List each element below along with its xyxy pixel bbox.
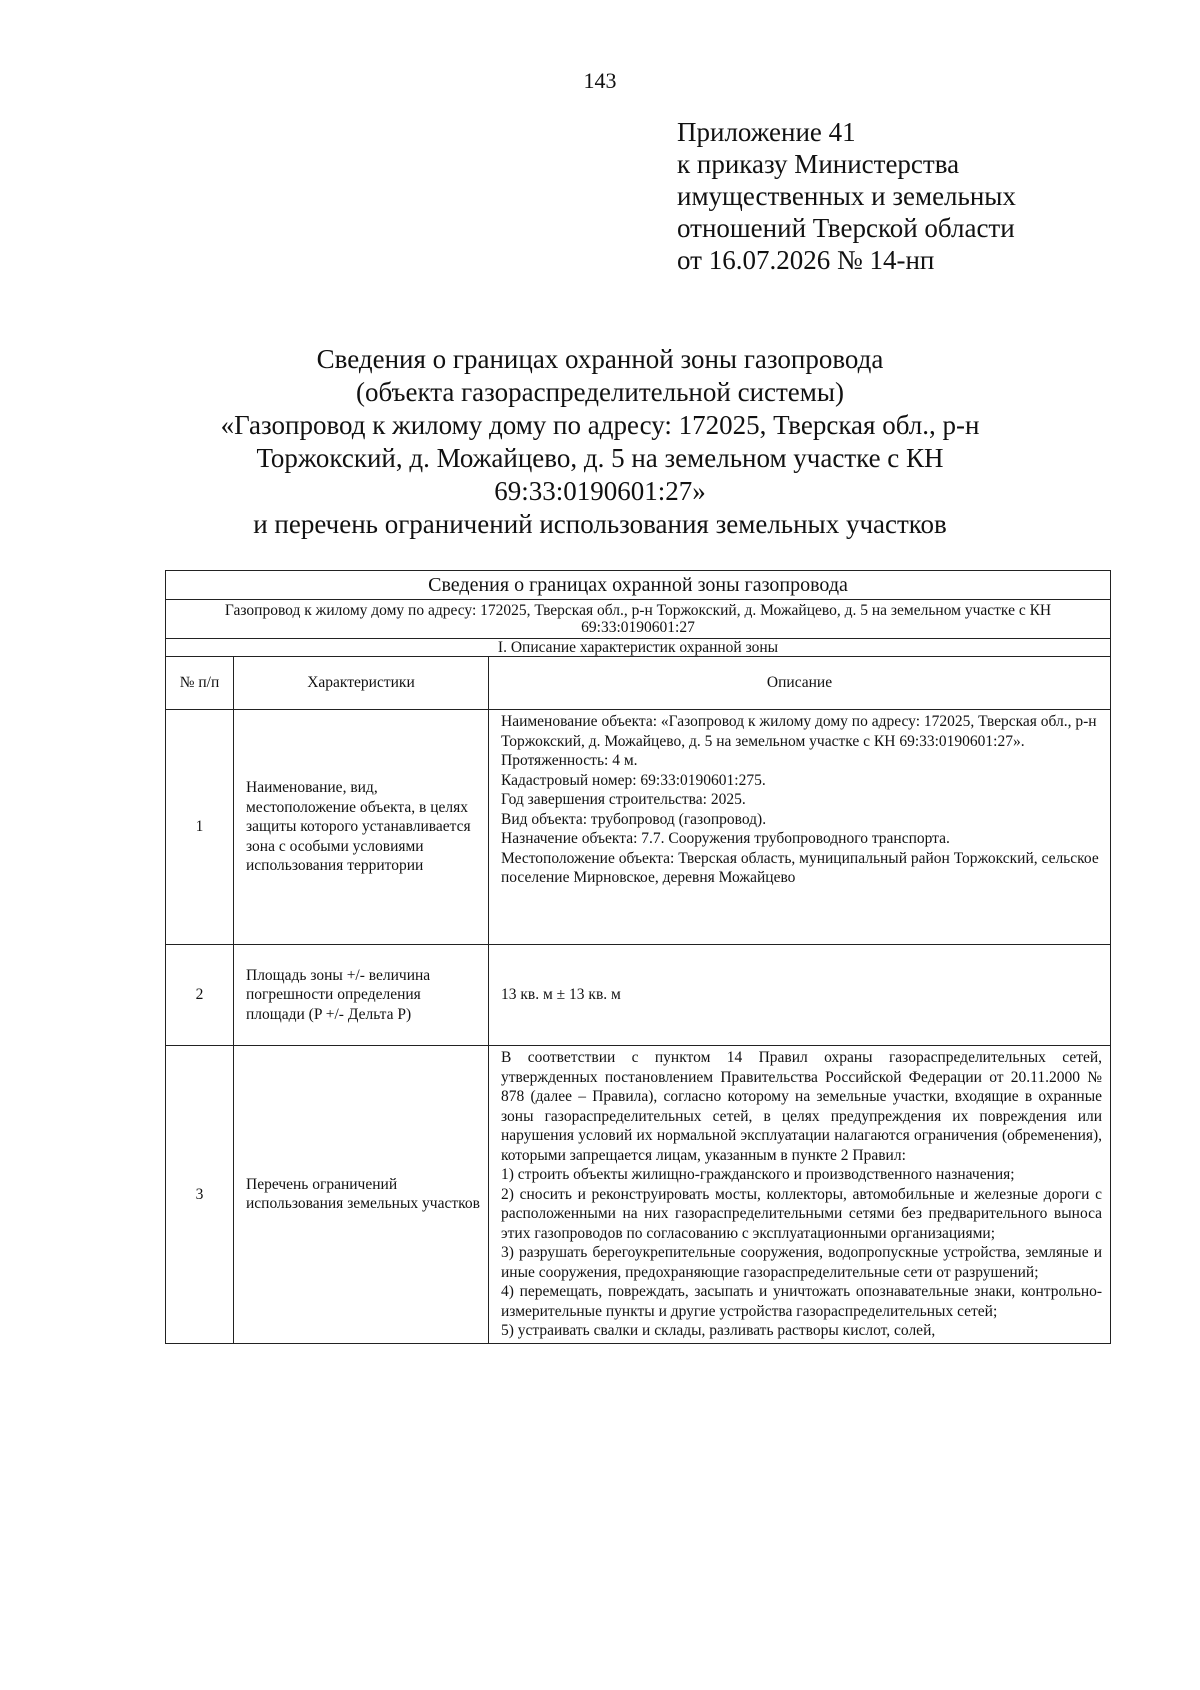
description-line: Наименование объекта: «Газопровод к жилому дому по адресу: 172025, Тверская обл., р-н Торжокский, д. Можайцево, д. 5 на земельном участке с КН 69:33:0190601:27». [501,713,1097,750]
appendix-line: Приложение 41 [677,117,856,147]
description-line: В соответствии с пунктом 14 Правил охраны газораспределительных сетей, утвержденных постановлением Правительства Российской Федерации от 20.11.2000 № 878 (далее – Правила), согласно которому на земельные участки, входящие в охранные зоны газораспределительных сетей, в целях предупреждения их повреждения или нарушения условий их нормальной эксплуатации налагаются ограничения (обременения), которыми запрещается лицам, указанным в пункте 2 Правил: [501,1049,1103,1164]
row-characteristic: Перечень ограничений использования земельных участков [234,1046,489,1344]
table-row [166,945,1111,1046]
row-description [489,945,1111,1046]
row-number: 2 [166,945,234,1046]
title-line: «Газопровод к жилому дому по адресу: 172025, Тверская обл., р-н [220,410,980,440]
description-line: 1) строить объекты жилищно-гражданского и производственного назначения; [501,1166,1015,1183]
description-line: Кадастровый номер: 69:33:0190601:275. [501,771,766,789]
description-line: 3) разрушать берегоукрепительные сооружения, водопропускные устройства, земляные и иные сооружения, предохраняющие газораспределительные сети от разрушений; [501,1244,1103,1281]
description-line: Протяженность: 4 м. [501,752,638,769]
description-line: 13 кв. м ± 13 кв. м [501,986,621,1004]
row-characteristic: Площадь зоны +/- величина погрешности определения площади (P +/- Дельта P) [234,945,489,1046]
appendix-line: к приказу Министерства [677,149,960,179]
table-row [166,1046,1111,1344]
appendix-header [677,116,1016,276]
page-number: 143 [583,68,617,93]
description-line: 4) перемещать, повреждать, засыпать и уничтожать опознавательные знаки, контрольно-измерительные пункты и другие устройства газораспределительных сетей; [501,1283,1103,1320]
object-name-header: Газопровод к жилому дому по адресу: 172025, Тверская обл., р-н Торжокский, д. Можайцево, д. 5 на земельном участке с КН 69:33:0190601:27 [166,600,1111,639]
protection-zone-table [165,570,1111,1344]
row-number: 3 [166,1046,234,1344]
document-title [150,343,1050,541]
row-description [489,1046,1111,1344]
description-line: 2) сносить и реконструировать мосты, коллекторы, автомобильные и железные дороги с расположенными на них газораспределительными сетями без предварительного выноса этих газопроводов по согласованию с эксплуатационными организациями; [501,1185,1103,1242]
column-header-description: Описание [489,657,1111,710]
table-caption: Сведения о границах охранной зоны газопровода [166,571,1111,600]
title-line: Торжокский, д. Можайцево, д. 5 на земельном участке с КН [256,443,944,473]
section-title: I. Описание характеристик охранной зоны [166,639,1111,657]
table-row [166,710,1111,945]
row-characteristic: Наименование, вид, местоположение объекта, в целях защиты которого устанавливается зона с особыми условиями использования территории [234,710,489,945]
title-line: Сведения о границах охранной зоны газопровода [316,344,884,374]
description-line: Вид объекта: трубопровод (газопровод). [501,810,767,828]
column-header-number: № п/п [166,657,234,710]
title-line: (объекта газораспределительной системы) [355,377,845,407]
column-header-characteristics: Характеристики [234,657,489,710]
description-line: Год завершения строительства: 2025. [501,791,746,808]
appendix-line: от 16.07.2026 № 14-нп [677,245,935,275]
row-number: 1 [166,710,234,945]
title-line: и перечень ограничений использования земельных участков [253,509,947,539]
description-line: Местоположение объекта: Тверская область, муниципальный район Торжокский, сельское поселение Мирновское, деревня Можайцево [501,849,1099,886]
description-line: 5) устраивать свалки и склады, разливать растворы кислот, солей, [501,1322,936,1339]
appendix-line: имущественных и земельных [677,181,1016,211]
description-line: Назначение объекта: 7.7. Сооружения трубопроводного транспорта. [501,830,950,847]
row-description [489,710,1111,945]
appendix-line: отношений Тверской области [677,213,1015,243]
title-line: 69:33:0190601:27» [494,476,706,506]
